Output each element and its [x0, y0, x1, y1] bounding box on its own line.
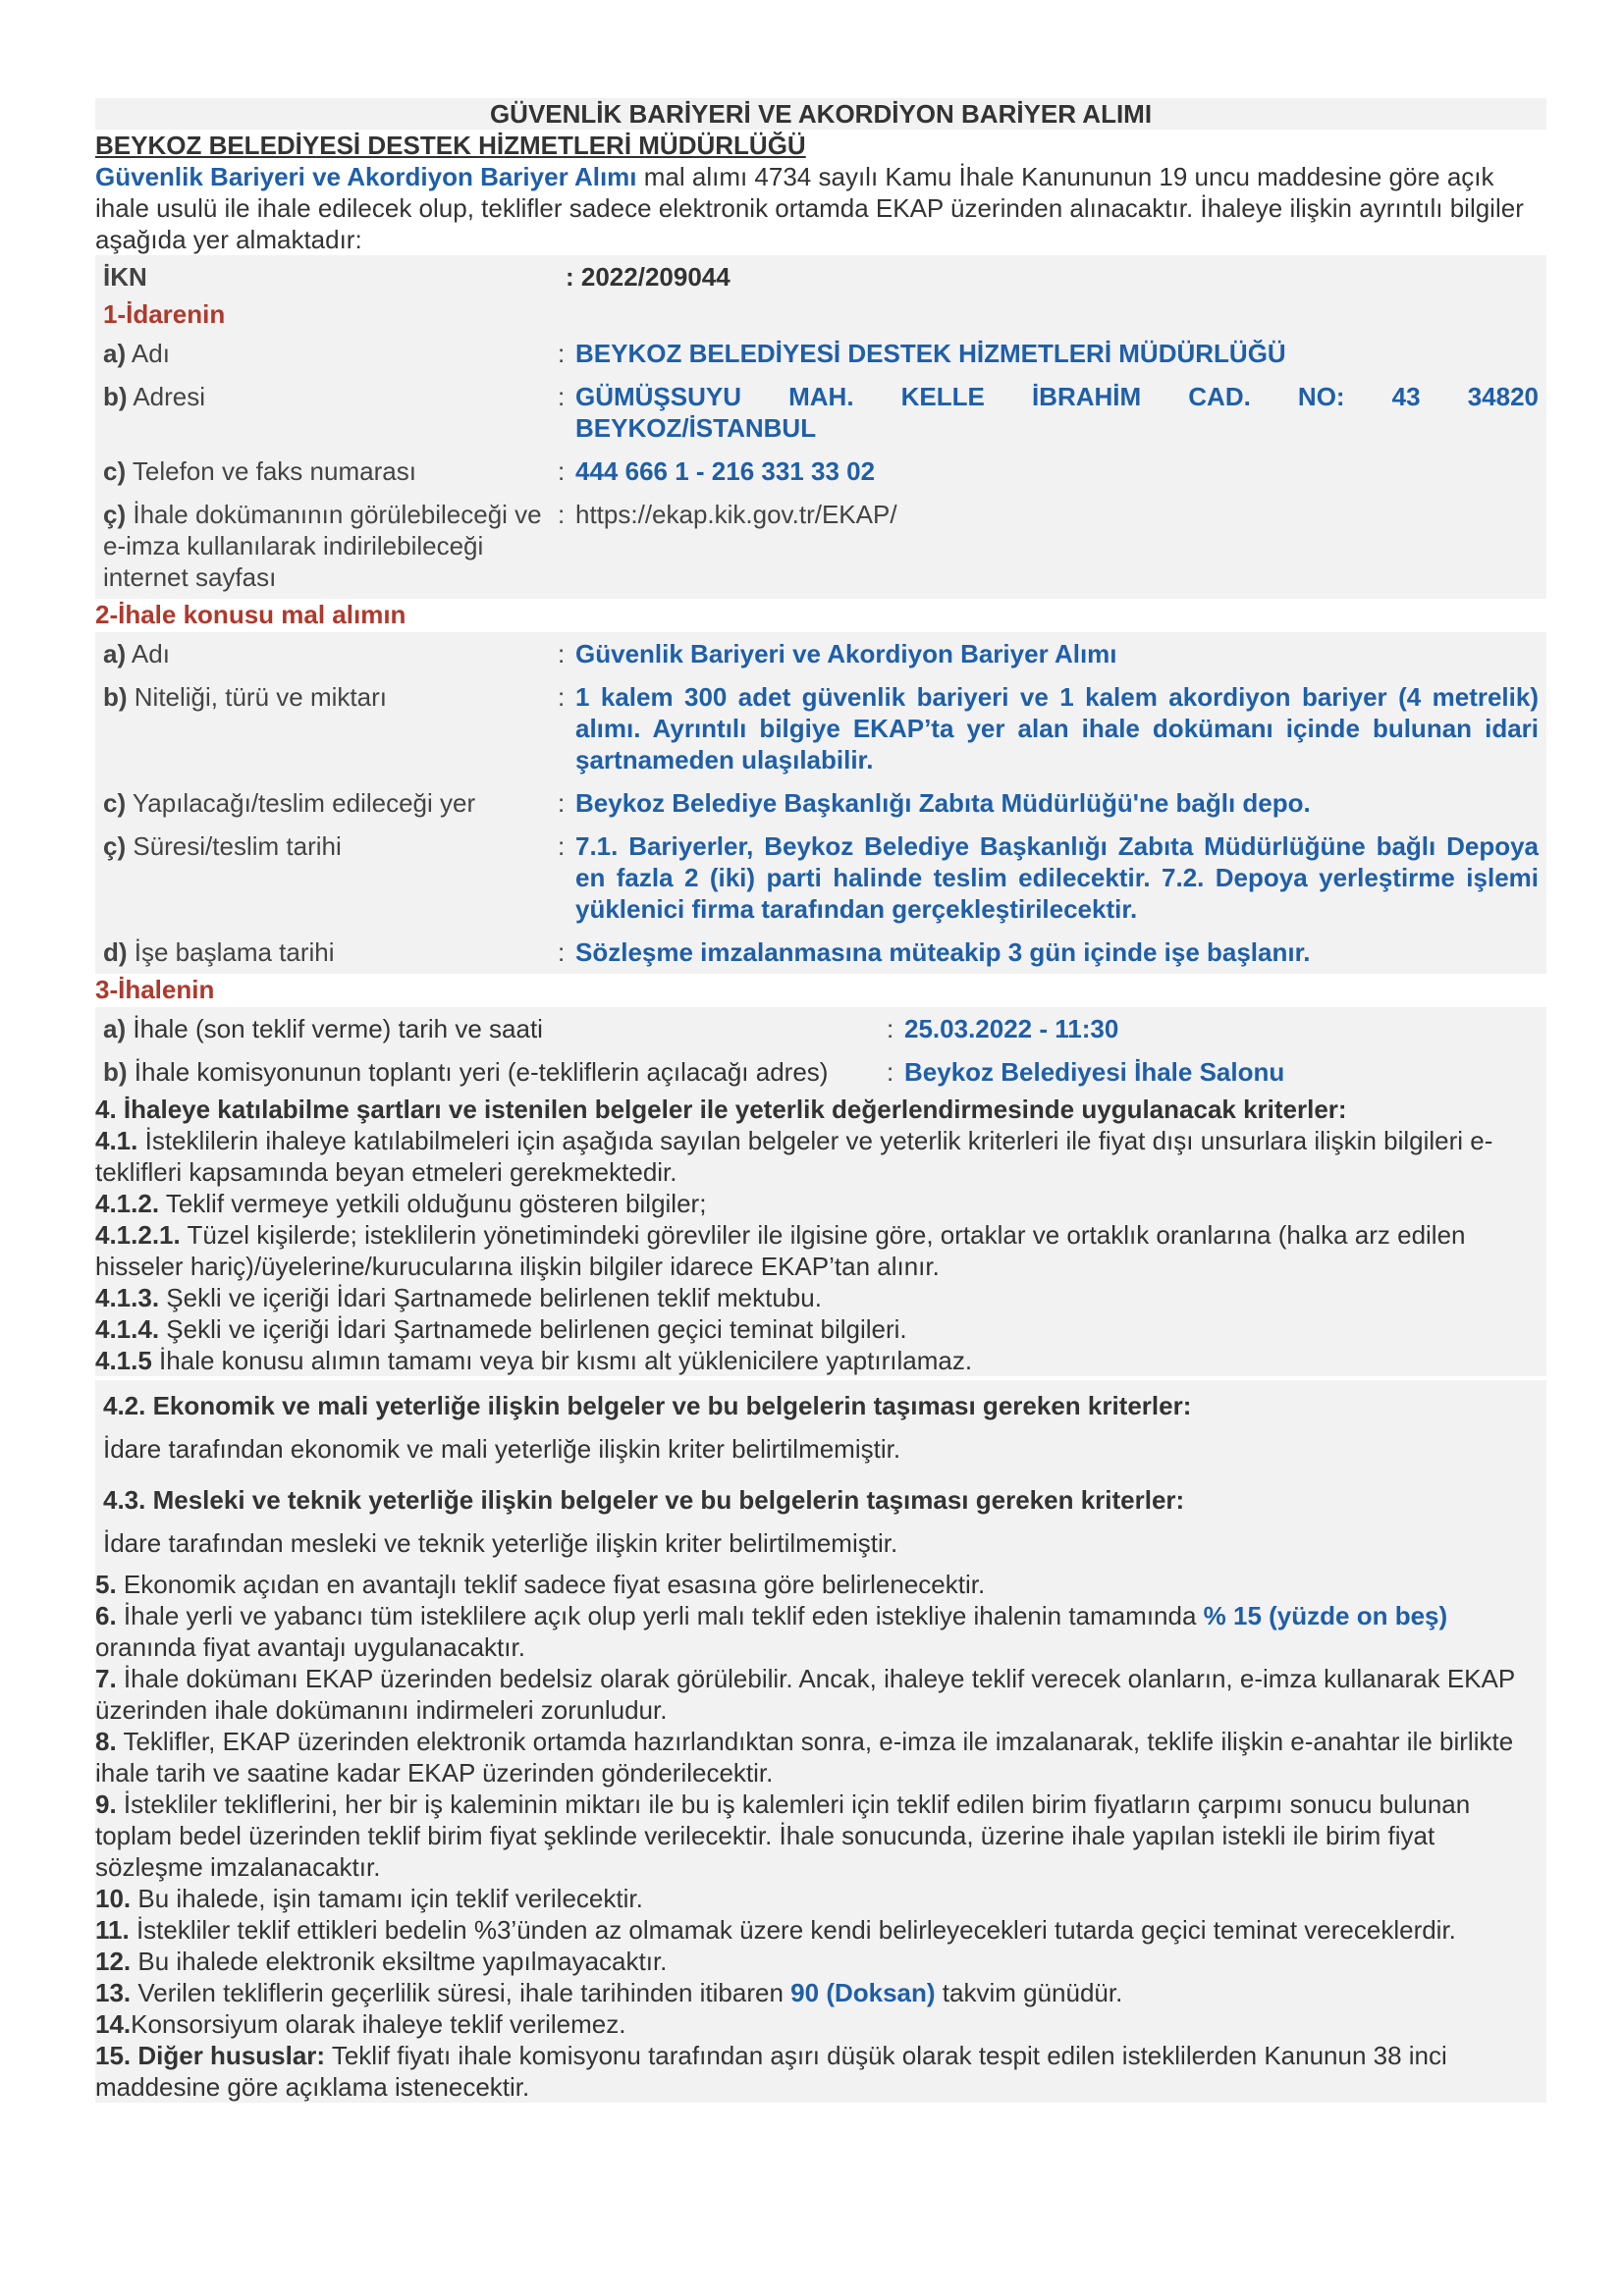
- row-value: 25.03.2022 - 11:30: [904, 1014, 1119, 1043]
- section-2-block: [95, 632, 1546, 974]
- section-3-heading: 3-İhalenin: [95, 975, 215, 1004]
- row-value: 444 666 1 - 216 331 33 02: [575, 456, 876, 486]
- row-value: BEYKOZ BELEDİYESİ DESTEK HİZMETLERİ MÜDÜRLÜĞÜ: [575, 339, 1286, 368]
- ekap-link[interactable]: https://ekap.kik.gov.tr/EKAP/: [575, 500, 897, 529]
- price-advantage-highlight: % 15 (yüzde on beş): [1203, 1601, 1448, 1630]
- criteria-item: 4.1.2.1. Tüzel kişilerde; isteklilerin yönetimindeki görevliler ile ilgisine göre, ortaklar ve ortaklık oranlarına (halka arz edilen hisseler hariç)/üyelerine/kurucularına ilişkin bilgiler idarece EKAP’tan alınır.: [95, 1220, 1466, 1281]
- intro-text: mal alımı 4734 sayılı Kamu İhale Kanununun 19 uncu maddesine göre açık ihale usulü ile ihale edilecek olup, teklifler sadece elektronik ortamda EKAP üzerinden alınacaktır. İhaleye ilişkin ayrıntılı bilgiler aşağıda yer almaktadır:: [95, 162, 1524, 254]
- section-3-table: [95, 1007, 1546, 1094]
- criteria-item: 4.1.5 İhale konusu alımın tamamı veya bir kısmı alt yüklenicilere yaptırılamaz.: [95, 1346, 973, 1375]
- criteria-heading: 4. İhaleye katılabilme şartları ve istenilen belgeler ile yeterlik değerlendirmesinde uygulanacak kriterler:: [95, 1094, 1546, 1125]
- item-13: 13. Verilen tekliflerin geçerlilik süresi, ihale tarihinden itibaren 90 (Doksan) takvim günüdür.: [95, 1978, 1123, 2007]
- ikn-label: İKN: [103, 262, 147, 292]
- criteria-item: 4.1.3. Şekli ve içeriği İdari Şartnamede belirlenen teklif mektubu.: [95, 1283, 822, 1312]
- item-14: 14.Konsorsiyum olarak ihaleye teklif verilemez.: [95, 2009, 626, 2039]
- criteria-item: 4.1. İsteklilerin ihaleye katılabilmeleri için aşağıda sayılan belgeler ve yeterlik kriterleri ile fiyat dışı unsurlara ilişkin bilgileri e-teklifleri kapsamında beyan etmeleri gerekmektedir.: [95, 1126, 1493, 1187]
- section-3-block: [95, 1007, 1546, 1094]
- row-label: Süresi/teslim tarihi: [126, 831, 342, 861]
- institution-heading: BEYKOZ BELEDİYESİ DESTEK HİZMETLERİ MÜDÜRLÜĞÜ: [95, 131, 806, 160]
- row-label: İhale dokümanının görülebileceği ve e-imza kullanılarak indirilebileceği internet sayfası: [103, 500, 542, 592]
- criteria-4-3-text: İdare tarafından mesleki ve teknik yeterliğe ilişkin kriter belirtilmemiştir.: [103, 1528, 898, 1558]
- section-2-row: b) Niteliği, türü ve miktarı : 1 kalem 300 adet güvenlik bariyeri ve 1 kalem akordiyon bariyer (4 metrelik) alımı. Ayrıntılı bilgiye EKAP’ta yer alan ihale dokümanı içinde bulunan idari şartnameden ulaşılabilir.: [95, 675, 1546, 781]
- section-1-row: b) Adresi : GÜMÜŞSUYU MAH. KELLE İBRAHİM CAD. NO: 43 34820 BEYKOZ/İSTANBUL: [95, 375, 1546, 450]
- row-value: 1 kalem 300 adet güvenlik bariyeri ve 1 kalem akordiyon bariyer (4 metrelik) alımı. Ayrıntılı bilgiye EKAP’ta yer alan ihale dokümanı içinde bulunan idari şartnameden ulaşılabilir.: [575, 682, 1539, 774]
- intro-paragraph: [95, 161, 1546, 255]
- item-9: 9. İstekliler tekliflerini, her bir iş kaleminin miktarı ile bu iş kalemleri için teklif edilen birim fiyatların çarpımı sonucu bulunan toplam bedel üzerinden teklif birim fiyat şeklinde verilecektir. İhale sonucunda, üzerine ihale yapılan istekli ile birim fiyat sözleşme imzalanacaktır.: [95, 1789, 1471, 1882]
- row-value: Beykoz Belediyesi İhale Salonu: [904, 1057, 1285, 1087]
- criteria-4-2-block: [95, 1380, 1546, 1569]
- criteria-4-3-heading: 4.3. Mesleki ve teknik yeterliğe ilişkin belgeler ve bu belgelerin taşıması gereken kriterler:: [103, 1485, 1185, 1515]
- section-1-row: a) Adı : BEYKOZ BELEDİYESİ DESTEK HİZMETLERİ MÜDÜRLÜĞÜ: [95, 332, 1546, 375]
- section-1-row: c) Telefon ve faks numarası : 444 666 1 - 216 331 33 02: [95, 450, 1546, 493]
- section-1-table: [95, 332, 1546, 599]
- row-label: İhale komisyonunun toplantı yeri (e-tekliflerin açılacağı adres): [127, 1057, 829, 1087]
- item-10: 10. Bu ihalede, işin tamamı için teklif verilecektir.: [95, 1884, 643, 1913]
- row-label: Adı: [126, 639, 170, 668]
- section-1-block: [95, 255, 1546, 599]
- validity-highlight: 90 (Doksan): [790, 1978, 936, 2007]
- section-1-heading: 1-İdarenin: [103, 299, 226, 329]
- ikn-row: [95, 255, 1546, 298]
- general-items: [95, 1569, 1546, 2103]
- ikn-value: : 2022/209044: [566, 262, 731, 292]
- row-value: Beykoz Belediye Başkanlığı Zabıta Müdürlüğü'ne bağlı depo.: [575, 788, 1311, 818]
- criteria-item: 4.1.4. Şekli ve içeriği İdari Şartnamede belirlenen geçici teminat bilgileri.: [95, 1314, 907, 1344]
- row-label: İhale (son teklif verme) tarih ve saati: [126, 1014, 543, 1043]
- row-value: Güvenlik Bariyeri ve Akordiyon Bariyer Alımı: [575, 639, 1117, 668]
- item-8: 8. Teklifler, EKAP üzerinden elektronik ortamda hazırlandıktan sonra, e-imza ile imzalanarak, teklife ilişkin e-anahtar ile birlikte ihale tarih ve saatine kadar EKAP üzerinden gönderilecektir.: [95, 1727, 1514, 1788]
- row-label: Telefon ve faks numarası: [126, 456, 416, 486]
- criteria-4-2-heading: 4.2. Ekonomik ve mali yeterliğe ilişkin belgeler ve bu belgelerin taşıması gereken kriterler:: [103, 1391, 1192, 1420]
- item-11: 11. İstekliler teklif ettikleri bedelin %3’ünden az olmamak üzere kendi belirleyecekleri tutarda geçici teminat vereceklerdir.: [95, 1915, 1456, 1945]
- criteria-4-2-text: İdare tarafından ekonomik ve mali yeterliğe ilişkin kriter belirtilmemiştir.: [103, 1434, 901, 1464]
- criteria-list: [95, 1125, 1546, 1376]
- section-2-row: c) Yapılacağı/teslim edileceği yer : Beykoz Belediye Başkanlığı Zabıta Müdürlüğü'ne bağlı depo.: [95, 781, 1546, 825]
- item-12: 12. Bu ihalede elektronik eksiltme yapılmayacaktır.: [95, 1947, 668, 1976]
- row-label: Yapılacağı/teslim edileceği yer: [126, 788, 476, 818]
- intro-lead: Güvenlik Bariyeri ve Akordiyon Bariyer Alımı: [95, 162, 637, 191]
- section-2-row: d) İşe başlama tarihi : Sözleşme imzalanmasına müteakip 3 gün içinde işe başlanır.: [95, 931, 1546, 974]
- section-2-heading: 2-İhale konusu mal alımın: [95, 600, 406, 629]
- row-label: Niteliği, türü ve miktarı: [127, 682, 387, 712]
- section-2-row: ç) Süresi/teslim tarihi : 7.1. Bariyerler, Beykoz Belediye Başkanlığı Zabıta Müdürlüğüne bağlı Depoya en fazla 2 (iki) parti halinde teslim edilecektir. 7.2. Depoya yerleştirme işlemi yüklenici firma tarafından gerçekleştirilecektir.: [95, 825, 1546, 931]
- item-5: 5. Ekonomik açıdan en avantajlı teklif sadece fiyat esasına göre belirlenecektir.: [95, 1570, 986, 1599]
- section-2-row: a) Adı : Güvenlik Bariyeri ve Akordiyon Bariyer Alımı: [95, 632, 1546, 675]
- row-label: Adresi: [127, 382, 206, 411]
- section-1-row: ç) İhale dokümanının görülebileceği ve e-imza kullanılarak indirilebileceği internet sayfası : https://ekap.kik.gov.tr/EKAP/: [95, 493, 1546, 599]
- row-label: İşe başlama tarihi: [127, 937, 335, 967]
- ikn-table: [95, 255, 1546, 298]
- item-6: 6. İhale yerli ve yabancı tüm isteklilere açık olup yerli malı teklif eden istekliye ihalenin tamamında % 15 (yüzde on beş) oranında fiyat avantajı uygulanacaktır.: [95, 1601, 1448, 1662]
- item-15: 15. Diğer hususlar: Teklif fiyatı ihale komisyonu tarafından aşırı düşük olarak tespit edilen isteklilerden Kanunun 38 inci maddesine göre açıklama istenecektir.: [95, 2041, 1447, 2102]
- row-value: GÜMÜŞSUYU MAH. KELLE İBRAHİM CAD. NO: 43 34820 BEYKOZ/İSTANBUL: [575, 382, 1539, 443]
- criteria-item: 4.1.2. Teklif vermeye yetkili olduğunu gösteren bilgiler;: [95, 1189, 707, 1218]
- document-title: GÜVENLİK BARİYERİ VE AKORDİYON BARİYER ALIMI: [95, 98, 1546, 130]
- row-label: Adı: [126, 339, 170, 368]
- document: [95, 98, 1546, 2103]
- section-2-table: [95, 632, 1546, 974]
- section-3-row: a) İhale (son teklif verme) tarih ve saati : 25.03.2022 - 11:30: [95, 1007, 1546, 1050]
- row-value: Sözleşme imzalanmasına müteakip 3 gün içinde işe başlanır.: [575, 937, 1311, 967]
- row-value: 7.1. Bariyerler, Beykoz Belediye Başkanlığı Zabıta Müdürlüğüne bağlı Depoya en fazla 2 (iki) parti halinde teslim edilecektir. 7.2. Depoya yerleştirme işlemi yüklenici firma tarafından gerçekleştirilecektir.: [575, 831, 1539, 924]
- item-7: 7. İhale dokümanı EKAP üzerinden bedelsiz olarak görülebilir. Ancak, ihaleye teklif verecek olanların, e-imza kullanarak EKAP üzerinden ihale dokümanını indirmeleri zorunludur.: [95, 1664, 1515, 1725]
- section-3-row: b) İhale komisyonunun toplantı yeri (e-tekliflerin açılacağı adres) : Beykoz Belediyesi İhale Salonu: [95, 1050, 1546, 1094]
